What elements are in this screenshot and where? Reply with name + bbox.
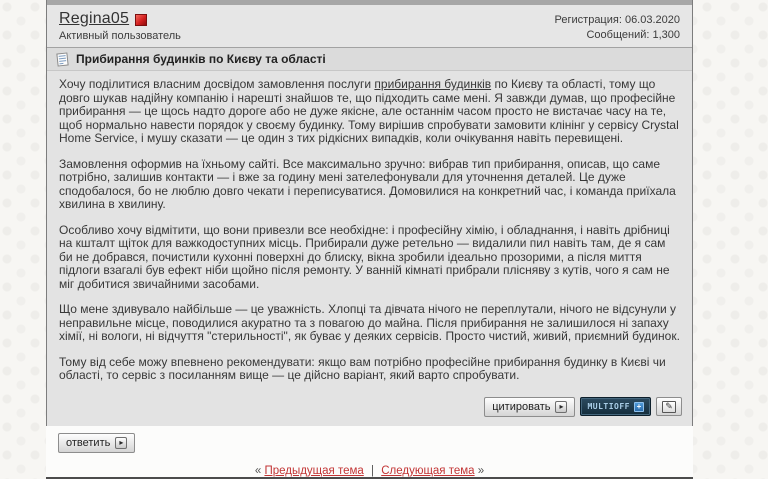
reply-arrow-icon: ▸: [115, 437, 127, 449]
user-stats: [555, 10, 680, 43]
forum-post: [47, 5, 692, 426]
paragraph-4: Що мене здивувало найбільше — це уважність. Хлопці та дівчата нічого не переплутали, нічого не відсунули у неправильне місце, поводилися акуратно та з повагою до майна. Після прибирання не залишилося ні запаху хімії, ні вологи, ні відчуття "стерильності", як буває у деяких сервісів. Просто чистий, живий, приємний будинок.: [59, 303, 680, 344]
post-body: [47, 71, 692, 383]
message-count: Сообщений: 1,300: [555, 28, 680, 43]
quote-button-label: цитировать: [492, 401, 550, 413]
multiquote-button[interactable]: [580, 397, 651, 416]
quick-reply-icon: ✎: [662, 401, 676, 413]
registration-date: Регистрация: 06.03.2020: [555, 13, 680, 28]
topic-navigation: [46, 453, 693, 477]
post-button-row: [47, 395, 692, 426]
thread-title: Прибирання будинків по Києву та області: [76, 52, 326, 66]
post-container: [46, 0, 693, 426]
paragraph-1-text-after: по Києву та області, тому що довго шукав надійну компанію і нарешті знайшов те, що підходить саме мені. Я завжди думав, що професійне прибирання — це щось надто дороге або не дуже якісне, але останнім часом просто не вистачає часу на те, щоб нормально навести порядок у своєму будинку. Тому вирішив спробувати замовити клінінг у сервісу Crystal Home Service, і мушу сказати — це один з тих рідкісних випадків, коли очікування навіть перевищені.: [59, 77, 679, 145]
next-arrow: »: [478, 465, 484, 477]
post-header: [47, 5, 692, 47]
reply-row: [46, 426, 693, 453]
paragraph-5: Тому від себе можу впевнено рекомендувати: якщо вам потрібно професійне прибирання будинку в Києві чи області, то сервіс з посиланням вище — це дійсно варіант, який варто спробувати.: [59, 356, 680, 383]
next-topic-link[interactable]: Следующая тема: [381, 465, 474, 477]
multiquote-icon: +: [634, 402, 644, 412]
paragraph-2: Замовлення оформив на їхньому сайті. Все максимально зручно: вибрав тип прибирання, описав, що саме потрібно, залишив контакти — і вже за годину мені зателефонували для уточнення деталей. Це дуже сподобалося, бо не люблю довго чекати і переписуватися. Домовилися на конкретний час, і команда приїхала хвилина в хвилину.: [59, 158, 680, 212]
below-post-area: [46, 426, 693, 479]
author-block: [59, 10, 181, 42]
reply-button[interactable]: [58, 433, 135, 453]
forum-content-column: [46, 0, 693, 421]
prev-arrow: «: [255, 465, 261, 477]
quote-arrow-icon: ▸: [555, 401, 567, 413]
inline-topic-link[interactable]: прибирання будинків: [374, 77, 491, 91]
post-icon: [56, 52, 68, 66]
reputation-icon: [135, 14, 147, 26]
quick-reply-button[interactable]: [656, 397, 682, 416]
thread-title-bar: [47, 47, 692, 71]
quote-button[interactable]: [484, 397, 575, 417]
username-link[interactable]: Regina05: [59, 10, 129, 28]
bottom-divider: [46, 477, 693, 479]
prev-topic-link[interactable]: Предыдущая тема: [264, 465, 363, 477]
paragraph-1: [59, 78, 680, 146]
multiquote-label: MULTIOFF: [587, 402, 630, 411]
user-status: Активный пользователь: [59, 30, 181, 42]
nav-separator: |: [371, 465, 374, 477]
reply-button-label: ответить: [66, 437, 110, 449]
paragraph-1-text-before: Хочу поділитися власним досвідом замовлення послуги: [59, 77, 374, 91]
paragraph-3: Особливо хочу відмітити, що вони привезли все необхідне: і професійну хімію, і обладнання, і навіть дрібниці на кшталт щіток для важкодоступних місць. Прибирали дуже ретельно — видалили пил навіть там, де я сам би не добрався, почистили кухонні поверхні до блиску, вікна зробили ідеально прозорими, а після миття підлоги взагалі був ефект ніби щойно після ремонту. У ванній кімнаті прибрали плісняву з кутів, чого я сам не міг добитися звичайними засобами.: [59, 224, 680, 292]
